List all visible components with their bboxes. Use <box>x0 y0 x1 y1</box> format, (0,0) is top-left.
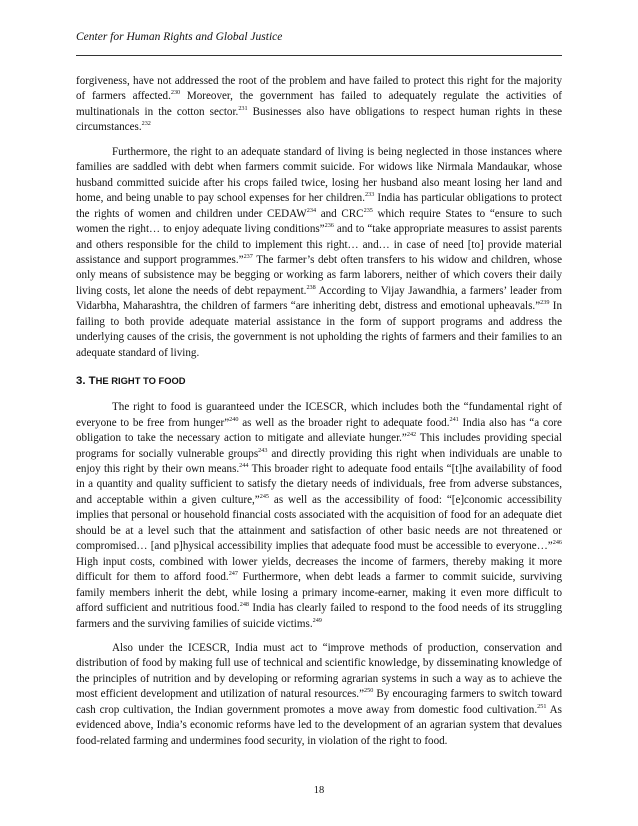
footnote-ref: 251 <box>537 702 547 710</box>
footnote-ref: 243 <box>258 446 268 454</box>
text-run: The right to food is guaranteed under the ICESCR, which includes both the “fundamental right of everyone to be free from hunger” <box>76 401 562 429</box>
footnote-ref: 234 <box>306 206 317 214</box>
footnote-ref: 231 <box>238 104 248 112</box>
text-run: and directly providing this right when individuals are unable to enjoy this right by their own means. <box>76 447 562 475</box>
text-run: Also under the ICESCR, India must act to “improve methods of production, conservation and distribution of food by making full use of technical and scientific knowledge, by disseminating knowledge of the principles of nutrition and by developing or reforming agrarian systems in such a way as to achieve the most efficient development and utilization of natural resources.” <box>76 641 562 701</box>
paragraph <box>76 74 562 136</box>
section-heading <box>76 373 562 389</box>
text-run: This includes providing special programs for socially vulnerable groups <box>76 432 562 460</box>
footnote-ref: 246 <box>552 539 562 547</box>
text-run: This broader right to adequate food entails “[t]he availability of food in a quantity and quality sufficient to satisfy the dietary needs of individuals, free from adverse substances, and acceptable within a given culture,” <box>76 462 562 506</box>
text-run: as well as the accessibility of food: “[e]conomic accessibility implies that personal or household financial costs associated with the acquisition of food for an adequate diet should be at a level such that the attainment and satisfaction of other basic needs are not threatened or compromised… [and p]hysical accessibility implies that adequate food must be accessible to everyone…” <box>76 493 562 553</box>
footnote-ref: 250 <box>364 687 374 695</box>
footnote-ref: 245 <box>259 492 270 500</box>
footnote-ref: 244 <box>239 461 249 469</box>
text-run: Businesses also have obligations to respect human rights in these circumstances. <box>76 105 562 134</box>
footnote-ref: 248 <box>239 601 249 609</box>
text-run: In failing to both provide adequate material assistance in the form of support programs and address the underlying causes of the crisis, the government is not upholding the rights of farmers and their families to an adequate standard of living. <box>76 300 563 359</box>
footnote-ref: 232 <box>141 120 151 128</box>
text-run: forgiveness, have not addressed the root of the problem and have failed to protect this right for the majority of farmers affected. <box>76 75 562 103</box>
footnote-ref: 239 <box>540 299 550 307</box>
text-run: and to “take appropriate measures to assist parents and others responsible for the child to implement this right… and… in case of need [to] provide material assistance and support programmes.” <box>76 223 562 266</box>
text-run: Furthermore, the right to an adequate standard of living is being neglected in those instances where families are saddled with debt when farmers commit suicide. For widows like Nirmala Mandaukar, whose husband committed suicide after his crops failed twice, losing her husband also meant losing her land and home, and being unable to pay school expenses for her children. <box>76 145 562 205</box>
text-run: By encouraging farmers to switch toward cash crop cultivation, the Indian government promotes a move away from domestic food cultivation. <box>76 688 562 716</box>
text-run: The farmer’s debt often transfers to his widow and children, whose only means of subsistence may be begging or working as farm laborers, neither of which covers their daily living costs, let alone the needs of debt repayment. <box>76 253 562 297</box>
footnote-ref: 242 <box>406 431 417 439</box>
footnote-ref: 241 <box>449 415 459 423</box>
paragraph <box>76 145 562 361</box>
text-run: As evidenced above, India’s economic reforms have led to the development of an agrarian system that devalues food-related farming and undermines food security, in violation of the right to food. <box>76 703 562 747</box>
text-run: India has clearly failed to respond to the food needs of its struggling farmers and the surviving families of suicide victims. <box>76 602 563 630</box>
section-number: 3. <box>76 375 86 388</box>
text-run: and CRC <box>316 207 364 220</box>
footnote-ref: 233 <box>365 191 375 199</box>
footnote-ref: 236 <box>324 222 334 230</box>
text-run: According to Vijay Jawandhia, a farmers’ leader from Vidarbha, Maharashtra, the children of farmers “are inheriting debt, distress and emotional upheavals.” <box>76 284 562 313</box>
paragraph <box>76 400 562 632</box>
footnote-ref: 235 <box>363 206 373 214</box>
text-run: Moreover, the government has failed to adequately regulate the activities of multinationals in the cotton sector. <box>76 90 563 118</box>
footnote-ref: 240 <box>229 415 239 423</box>
text-run: which require States to “ensure to such women the right… to enjoy adequate living conditions” <box>76 207 562 236</box>
text-run: as well as the broader right to adequate food. <box>238 416 450 429</box>
text-run: India also has “a core obligation to take the necessary action to mitigate and alleviate hunger.” <box>76 416 562 445</box>
text-run: India has particular obligations to protect the rights of women and children under CEDAW <box>76 192 562 220</box>
footnote-ref: 230 <box>170 89 181 97</box>
header-rule <box>76 55 562 56</box>
footnote-ref: 238 <box>306 283 316 291</box>
text-run: Furthermore, when debt leads a farmer to commit suicide, surviving family members inherit the debt, while losing a primary income-earner, making it even more difficult to afford sufficient and nutritious food. <box>76 571 562 615</box>
running-header: Center for Human Rights and Global Justice <box>76 31 283 43</box>
paragraph <box>76 641 562 749</box>
footnote-ref: 237 <box>243 252 253 260</box>
document-body <box>76 74 562 758</box>
section-title: THE RIGHT TO FOOD <box>88 375 186 388</box>
footnote-ref: 247 <box>228 570 238 578</box>
footnote-ref: 249 <box>312 616 322 624</box>
page-number: 18 <box>313 785 325 796</box>
text-run: High input costs, combined with lower yields, decreases the income of farmers, thereby making it more difficult for them to afford food. <box>76 555 562 584</box>
